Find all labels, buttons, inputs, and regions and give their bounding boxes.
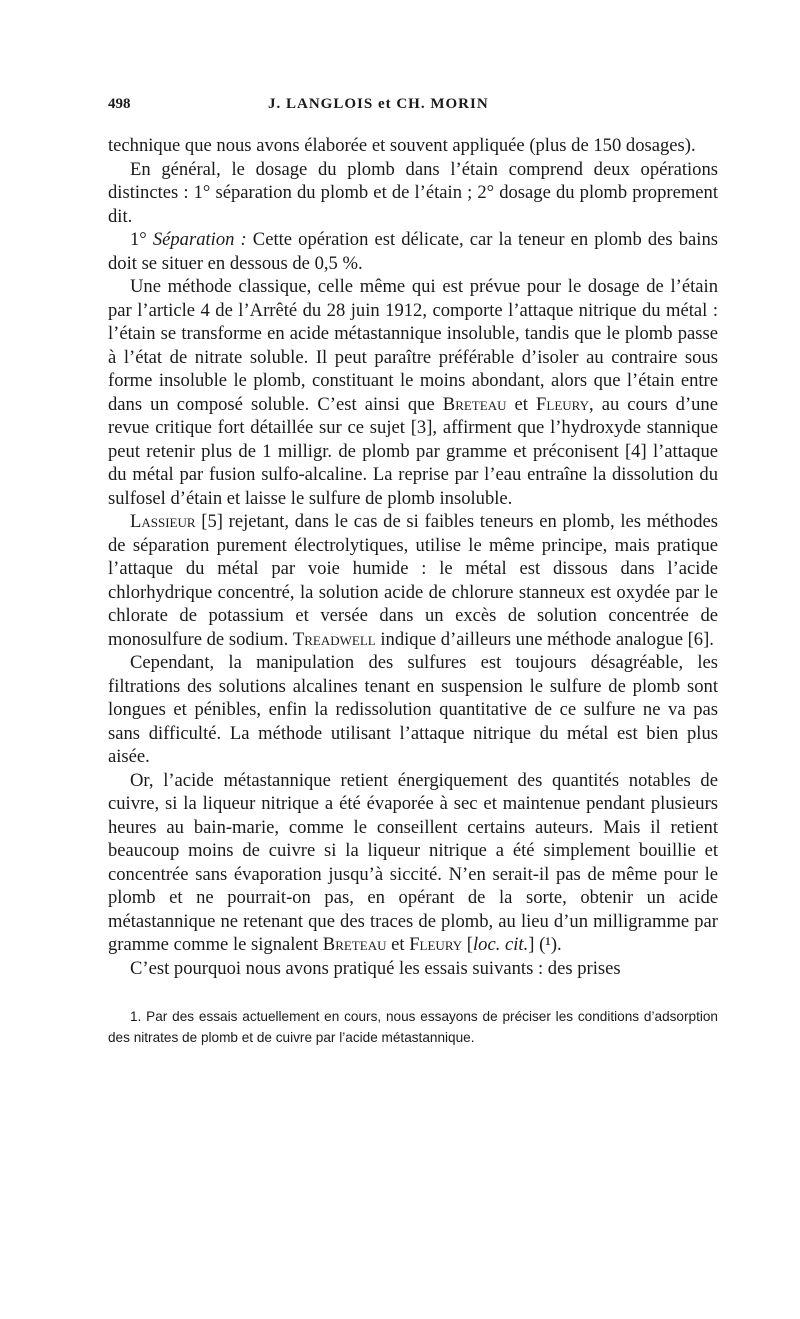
paragraph-1: technique que nous avons élaborée et souvent appliquée (plus de 150 dosages). (108, 135, 696, 156)
text-span: ] (¹). (528, 934, 562, 955)
running-head: J. LANGLOIS et CH. MORIN (268, 96, 489, 112)
paragraph-4 (108, 275, 718, 510)
author-name: Fleury (409, 934, 463, 955)
paragraph-7 (108, 769, 718, 957)
author-name: Breteau (442, 393, 507, 415)
paragraph-3 (108, 228, 718, 275)
text-span: [5] rejetant, dans le cas de si faibles teneurs en plomb, les méthodes de séparation purement électrolytiques, utilise le même principe, mais pratique l’attaque du métal par voie humide : le métal est dissous dans l’acide chlorhydrique concentré, la solution acide de chlorure stanneux est oxydée par le chlorate de potassium et versée dans un excès de solution concentrée de monosulfure de sodium. (108, 511, 718, 650)
page-number: 498 (108, 96, 131, 112)
text-span: [ (462, 934, 473, 955)
author-name: Breteau (322, 934, 387, 955)
paragraph-6: Cependant, la manipulation des sulfures est toujours désagréable, les filtrations des solutions alcalines tenant en suspension le sulfure de plomb sont longues et pénibles, enfin la redissolution quantitative de ce sulfure ne va pas sans difficulté. La méthode utilisant l’attaque nitrique du métal est bien plus aisée. (108, 652, 718, 767)
text-span: Or, l’acide métastannique retient énergiquement des quantités notables de cuivre, si la liqueur nitrique a été évaporée à sec et maintenue pendant plusieurs heures au bain-marie, comme le conseillent certains auteurs. Mais il retient beaucoup moins de cuivre si la liqueur nitrique a été simplement bouillie et concentrée sans évaporation jusqu’à siccité. N’en serait-il pas de même pour le plomb et ne pourrait-on pas, en opérant de la sorte, obtenir un acide métastannique ne retenant que des traces de plomb, au lieu d’un milligramme par gramme comme le signalent (108, 769, 718, 955)
section-title: Séparation : (152, 229, 247, 250)
text-span: et (386, 934, 410, 955)
author-name: Lassieur (130, 511, 196, 532)
text-span: indique d’ailleurs une méthode analogue [6]. (375, 628, 714, 650)
text-span: , au cours d’une revue critique fort détaillée sur ce sujet [3], affirment que l’hydroxyde stannique peut retenir plus de 1 milligr. de plomb par gramme et préconisent [4] l’attaque du métal par fusion sulfo-alcaline. La reprise par l’eau entraîne la dissolution du sulfosel d’étain et laisse le sulfure de plomb insoluble. (108, 393, 718, 509)
text-span: Une méthode classique, celle même qui est prévue pour le dosage de l’étain par l’article 4 de l’Arrêté du 28 juin 1912, comporte l’attaque nitrique du métal : l’étain se transforme en acide métastannique insoluble, tandis que le plomb passe à l’état de nitrate soluble. Il peut paraître préférable d’isoler au contraire sous forme insoluble le plomb, constituant le moins abondant, alors que l’étain entre dans un composé soluble. C’est ainsi que (108, 276, 718, 415)
paragraph-2: En général, le dosage du plomb dans l’étain comprend deux opérations distinctes : 1° séparation du plomb et de l’étain ; 2° dosage du plomb proprement dit. (108, 158, 718, 227)
body-text (108, 134, 718, 980)
citation-italic: loc. cit. (473, 934, 529, 955)
page-header (108, 96, 718, 126)
paragraph-5 (108, 510, 718, 651)
page-content (108, 96, 718, 1048)
text-span: et (506, 393, 537, 415)
paragraph-3-text: Cette opération est délicate, car la teneur en plomb des bains doit se situer en dessous de 0,5 %. (108, 229, 718, 274)
footnote: 1. Par des essais actuellement en cours, nous essayons de préciser les conditions d’adsorption des nitrates de plomb et de cuivre par l’acide métastannique. (108, 1009, 718, 1045)
author-name: Fleury (536, 393, 589, 415)
paragraph-8: C’est pourquoi nous avons pratiqué les essais suivants : des prises (130, 957, 621, 979)
author-name: Treadwell (292, 628, 376, 650)
section-number: 1° (130, 229, 153, 250)
